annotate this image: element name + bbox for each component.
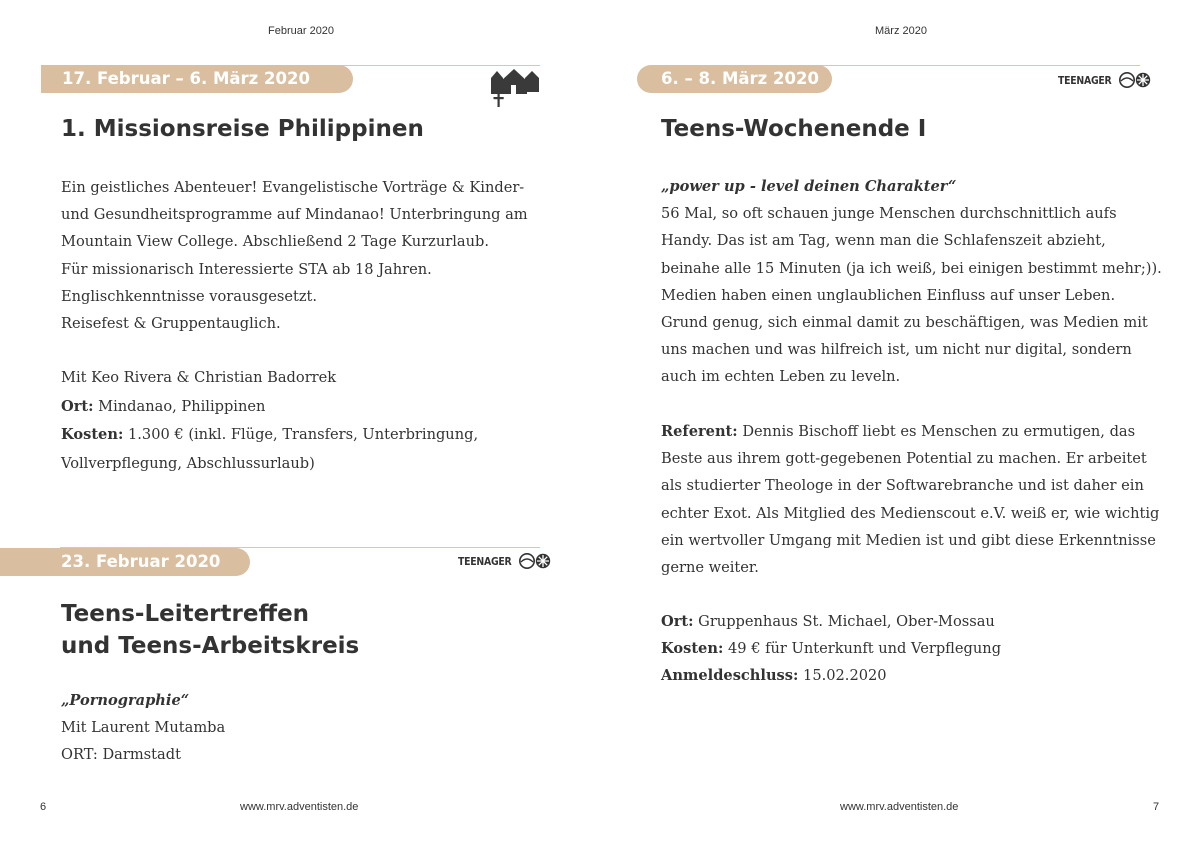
event1-desc-line: Mountain View College. Abschließend 2 Tage Kurzurlaub. xyxy=(61,233,489,251)
event2-title-line1: Teens-Leitertreffen xyxy=(61,601,310,627)
event3-ort xyxy=(661,608,1001,635)
teenager-logo xyxy=(458,553,551,569)
event1-kosten-label: Kosten: xyxy=(61,426,124,443)
event3-referent-line: gerne weiter. xyxy=(661,558,759,576)
event1-ort-label: Ort: xyxy=(61,397,94,415)
event3-description xyxy=(661,173,1162,391)
event2-details xyxy=(61,687,225,769)
left-page-number: 6 xyxy=(40,801,47,813)
event3-date: 6. – 8. März 2020 xyxy=(661,69,819,88)
right-page-number: 7 xyxy=(1153,801,1160,813)
event3-desc-line: Medien haben einen unglaublichen Einfluss auf unser Leben. xyxy=(661,286,1116,304)
event3-desc-line: Handy. Das ist am Tag, wenn man die Schlafenszeit abzieht, xyxy=(661,232,1106,250)
event3-referent-first: Dennis Bischoff liebt es Menschen zu ermutigen, das xyxy=(737,423,1136,440)
event3-referent-line: echter Exot. Als Mitglied des Medienscout e.V. weiß er, wie wichtig xyxy=(661,504,1160,522)
event3-title: Teens-Wochenende I xyxy=(661,116,927,142)
event1-description xyxy=(61,174,528,337)
event3-anmelde-value: 15.02.2020 xyxy=(798,667,887,685)
event3-desc-line: auch im echten Leben zu leveln. xyxy=(661,368,901,386)
event1-kosten-value: 1.300 € (inkl. Flüge, Transfers, Unterbringung, xyxy=(123,426,479,443)
teenager-logo xyxy=(1058,72,1151,88)
teenager-logo-text: TEENAGER xyxy=(458,554,512,568)
event3-desc-line: beinahe alle 15 Minuten (ja ich weiß, bei einigen bestimmt mehr;)). xyxy=(661,259,1162,277)
event3-info xyxy=(661,608,1001,690)
event2-subtitle: „Pornographie“ xyxy=(61,692,190,709)
event3-anmelde-label: Anmeldeschluss: xyxy=(661,667,799,685)
event2-title xyxy=(61,598,359,662)
event3-anmeldeschluss xyxy=(661,662,1001,689)
event3-referent-line: ein wertvoller Umgang mit Medien ist und gibt diese Erkenntnisse xyxy=(661,531,1156,549)
event2-date-pill xyxy=(0,548,250,576)
event1-kosten xyxy=(61,421,478,450)
event3-desc-line: Grund genug, sich einmal damit zu beschäftigen, was Medien mit xyxy=(661,313,1148,331)
event1-title: 1. Missionsreise Philippinen xyxy=(61,116,424,142)
event1-ort xyxy=(61,393,478,422)
event1-desc-line: Englischkenntnisse vorausgesetzt. xyxy=(61,287,318,305)
event1-details xyxy=(61,364,478,478)
event2-date: 23. Februar 2020 xyxy=(61,552,221,571)
event3-referent xyxy=(661,418,1159,581)
mission-houses-icon xyxy=(489,68,541,108)
event3-desc-line: 56 Mal, so oft schauen junge Menschen durchschnittlich aufs xyxy=(661,205,1117,223)
event3-subtitle: „power up - level deinen Charakter“ xyxy=(661,178,957,195)
right-page-header: März 2020 xyxy=(875,25,927,37)
left-footer-url[interactable]: www.mrv.adventisten.de xyxy=(240,801,359,813)
event3-desc-line: uns machen und was hilfreich ist, um nicht nur digital, sondern xyxy=(661,341,1132,359)
event2-with: Mit Laurent Mutamba xyxy=(61,719,226,737)
event3-referent-line xyxy=(661,418,1159,445)
event3-kosten-label: Kosten: xyxy=(661,640,724,658)
event1-desc-line: Reisefest & Gruppentauglich. xyxy=(61,314,281,332)
left-page-header: Februar 2020 xyxy=(268,25,335,37)
right-footer-url[interactable]: www.mrv.adventisten.de xyxy=(840,801,959,813)
event3-referent-line: Beste aus ihrem gott-gegebenen Potential zu machen. Er arbeitet xyxy=(661,450,1147,468)
event1-kosten-cont: Vollverpflegung, Abschlussurlaub) xyxy=(61,454,315,472)
event3-ort-value: Gruppenhaus St. Michael, Ober-Mossau xyxy=(693,613,995,630)
event3-referent-line: als studierter Theologe in der Softwarebranche und ist daher ein xyxy=(661,477,1144,495)
event2-ort: ORT: Darmstadt xyxy=(61,746,181,764)
event3-referent-label: Referent: xyxy=(661,423,738,440)
event2-title-line2: und Teens-Arbeitskreis xyxy=(61,633,360,659)
event3-kosten xyxy=(661,635,1001,662)
event1-date: 17. Februar – 6. März 2020 xyxy=(62,69,310,88)
event1-with: Mit Keo Rivera & Christian Badorrek xyxy=(61,369,337,386)
event1-date-pill xyxy=(41,65,353,93)
event1-desc-line: Für missionarisch Interessierte STA ab 18 Jahren. xyxy=(61,260,432,278)
event3-ort-label: Ort: xyxy=(661,613,694,630)
event3-date-pill xyxy=(637,65,832,93)
teenager-emblem-icon xyxy=(1119,72,1151,88)
event1-desc-line: Ein geistliches Abenteuer! Evangelistische Vorträge & Kinder- xyxy=(61,179,525,196)
event3-kosten-value: 49 € für Unterkunft und Verpflegung xyxy=(723,640,1002,658)
event1-desc-line: und Gesundheitsprogramme auf Mindanao! Unterbringung am xyxy=(61,206,528,224)
teenager-emblem-icon xyxy=(519,553,551,569)
event1-ort-value: Mindanao, Philippinen xyxy=(93,397,266,415)
teenager-logo-text: TEENAGER xyxy=(1058,73,1112,87)
